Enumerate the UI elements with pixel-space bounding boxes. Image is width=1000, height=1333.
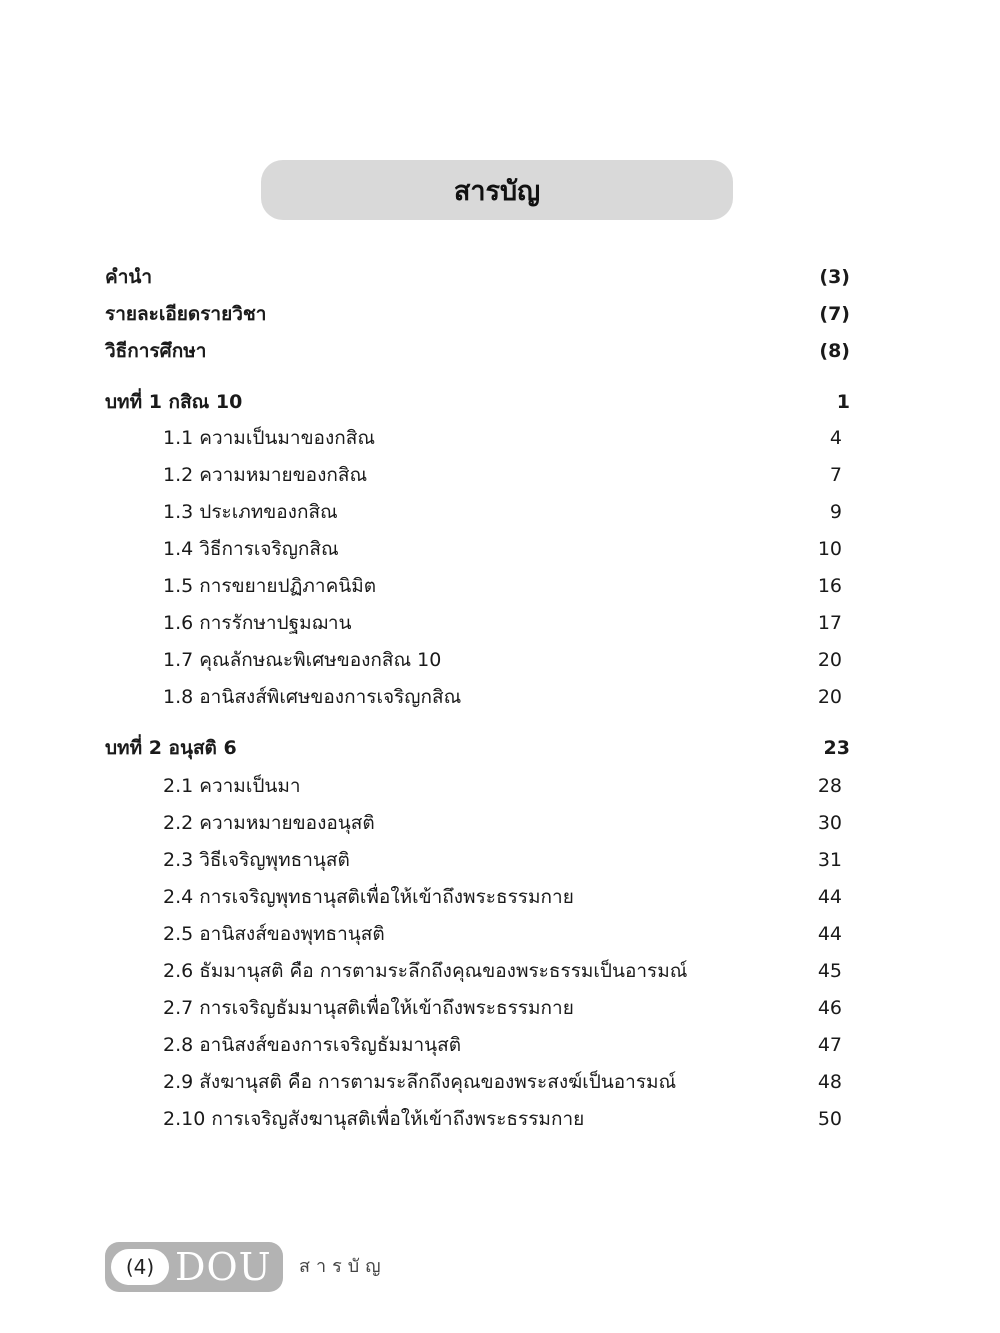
toc-entry-page: 50 [817, 1108, 842, 1130]
toc-entry-label: บทที่ 1 กสิณ 10 [105, 391, 243, 413]
toc-entry-label: รายละเอียดรายวิชา [105, 303, 267, 325]
toc-entry-page: 31 [817, 849, 842, 871]
toc-entry-main [105, 387, 850, 417]
toc-entry-label: 2.3 วิธีเจริญพุทธานุสติ [163, 849, 350, 871]
toc-entry-sub [105, 919, 850, 949]
toc-entry-sub [105, 1067, 850, 1097]
toc-entry-sub [105, 993, 850, 1023]
toc-entry-sub [105, 682, 850, 712]
footer-caption: สารบัญ [299, 1256, 387, 1277]
toc-entry-page: 23 [823, 737, 850, 759]
toc-entry-page: 45 [817, 960, 842, 982]
toc-entry-page: 44 [817, 886, 842, 908]
toc-entry-label: 1.7 คุณลักษณะพิเศษของกสิณ 10 [163, 649, 442, 671]
toc-entry-sub [105, 956, 850, 986]
toc-entry-sub [105, 571, 850, 601]
toc-entry-label: 2.9 สังฆานุสติ คือ การตามระลึกถึงคุณของพระสงฆ์เป็นอารมณ์ [163, 1071, 677, 1093]
toc-entry-sub [105, 771, 850, 801]
toc-entry-page: (8) [819, 340, 850, 362]
footer-badge [105, 1242, 283, 1292]
toc-entry-page: 47 [817, 1034, 842, 1056]
page-title: สารบัญ [453, 175, 541, 207]
toc-entry-sub [105, 608, 850, 638]
toc-entry-page: 44 [817, 923, 842, 945]
toc-entry-label: บทที่ 2 อนุสติ 6 [105, 737, 237, 759]
toc-entry-label: 2.2 ความหมายของอนุสติ [163, 812, 375, 834]
footer-brand-logo: DOU [175, 1245, 272, 1289]
toc-entry-label: 1.6 การรักษาปฐมฌาน [163, 612, 352, 634]
toc-entry-sub [105, 1104, 850, 1134]
toc-entry-label: 2.7 การเจริญธัมมานุสติเพื่อให้เข้าถึงพระธรรมกาย [163, 997, 574, 1019]
toc-entry-page: 7 [829, 464, 842, 486]
footer-page-number: (4) [111, 1249, 169, 1285]
toc-entry-page: (7) [819, 303, 850, 325]
toc-entry-label: 1.5 การขยายปฏิภาคนิมิต [163, 575, 377, 597]
toc-title-banner [261, 160, 733, 220]
toc-entry-page: 16 [817, 575, 842, 597]
toc-entry-page: 4 [829, 427, 842, 449]
toc-entry-label: คำนำ [105, 266, 153, 288]
toc-entry-page: 9 [829, 501, 842, 523]
toc-entry-page: 28 [817, 775, 842, 797]
toc-entry-sub [105, 534, 850, 564]
toc-entry-sub [105, 423, 850, 453]
toc-entry-main [105, 262, 850, 292]
toc-entry-page: 17 [817, 612, 842, 634]
toc-entry-label: 1.4 วิธีการเจริญกสิณ [163, 538, 339, 560]
toc-entry-label: 1.1 ความเป็นมาของกสิณ [163, 427, 375, 449]
toc-entry-main [105, 733, 850, 763]
toc-entry-page: 20 [817, 686, 842, 708]
toc-entry-label: 2.4 การเจริญพุทธานุสติเพื่อให้เข้าถึงพระธรรมกาย [163, 886, 574, 908]
toc-entry-page: 10 [817, 538, 842, 560]
toc-entry-label: 2.10 การเจริญสังฆานุสติเพื่อให้เข้าถึงพระธรรมกาย [163, 1108, 585, 1130]
toc-entry-label: 2.8 อานิสงส์ของการเจริญธัมมานุสติ [163, 1034, 462, 1056]
toc-entry-label: วิธีการศึกษา [105, 340, 207, 362]
toc-entry-page: 1 [836, 391, 850, 413]
toc-entry-sub [105, 845, 850, 875]
toc-entry-page: 20 [817, 649, 842, 671]
toc-entry-main [105, 299, 850, 329]
toc-entry-sub [105, 1030, 850, 1060]
toc-entry-main [105, 336, 850, 366]
toc-entry-page: 30 [817, 812, 842, 834]
toc-entry-sub [105, 808, 850, 838]
toc-entry-label: 1.2 ความหมายของกสิณ [163, 464, 368, 486]
toc-entry-sub [105, 460, 850, 490]
toc-entry-sub [105, 645, 850, 675]
toc-entry-page: 46 [817, 997, 842, 1019]
toc-entry-sub [105, 882, 850, 912]
toc-entry-label: 2.5 อานิสงส์ของพุทธานุสติ [163, 923, 385, 945]
toc-entry-label: 1.3 ประเภทของกสิณ [163, 501, 338, 523]
toc-entry-label: 2.6 ธัมมานุสติ คือ การตามระลึกถึงคุณของพระธรรมเป็นอารมณ์ [163, 960, 688, 982]
toc-entry-label: 1.8 อานิสงส์พิเศษของการเจริญกสิณ [163, 686, 462, 708]
toc-entry-sub [105, 497, 850, 527]
toc-entry-page: (3) [819, 266, 850, 288]
toc-entry-page: 48 [817, 1071, 842, 1093]
toc-entry-label: 2.1 ความเป็นมา [163, 775, 301, 797]
